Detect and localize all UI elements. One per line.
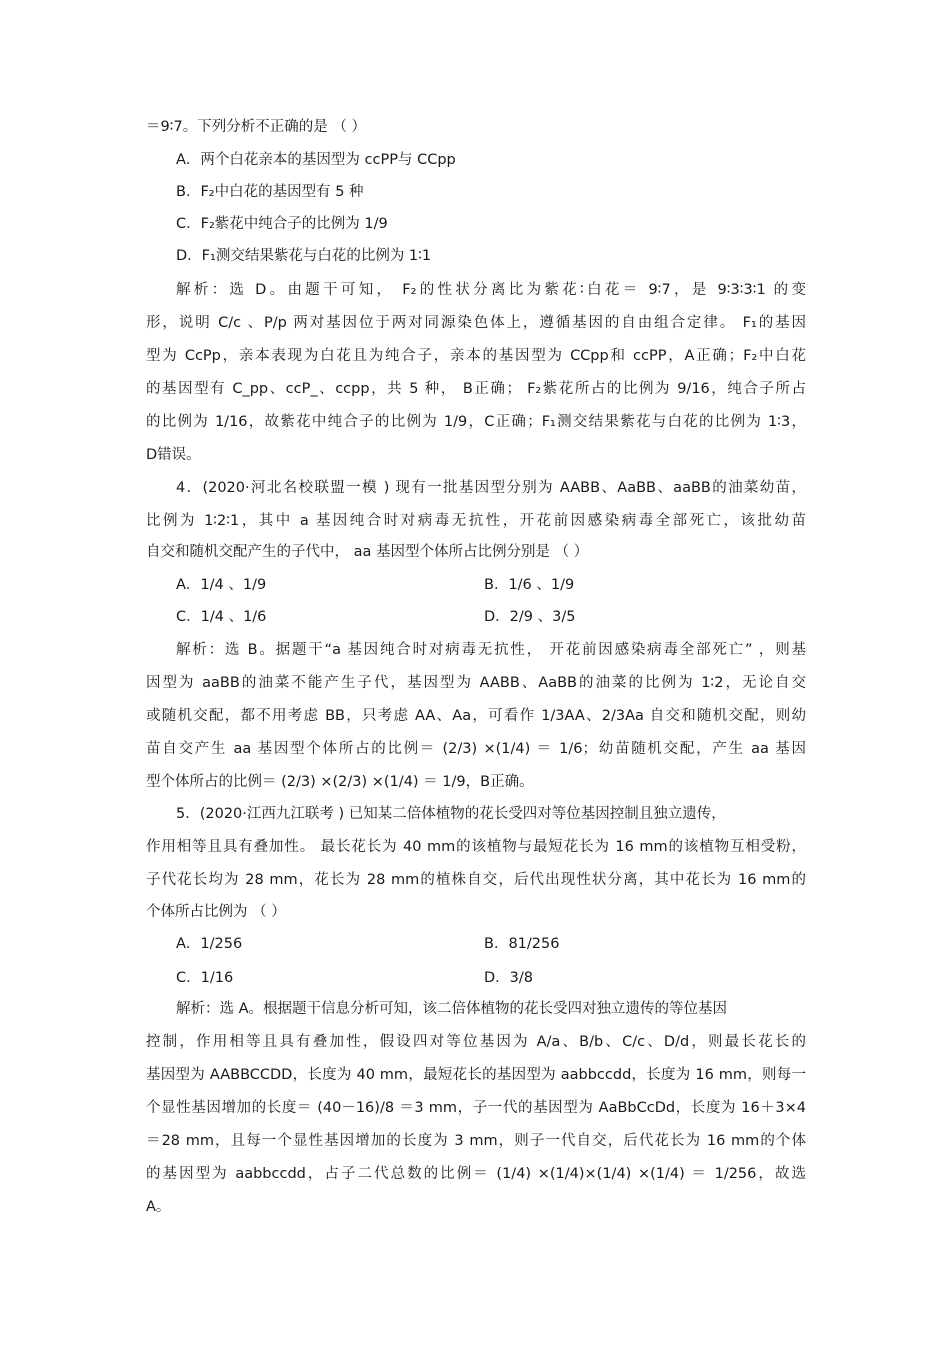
q5-analysis-line: 个显性基因增加的长度＝ (40－16)/8 ＝3 mm，子一代的基因型为 AaBbCcDd，长度为 16＋3×4: [146, 1100, 806, 1116]
q4-analysis-line: 因型为 aaBB的油菜不能产生子代，基因型为 AABB、AaBB的油菜的比例为 1∶2，无论自交: [146, 675, 806, 691]
q5-stem-line: 子代花长均为 28 mm，花长为 28 mm的植株自交，后代出现性状分离，其中花长为 16 mm的: [146, 872, 806, 888]
q4-analysis-line: 解析：选 B。据题干“a 基因纯合时对病毒无抗性， 开花前因感染病毒全部死亡” ，则基: [176, 642, 806, 658]
q5-analysis-line: ＝28 mm，且每一个显性基因增加的长度为 3 mm，则子一代自交，后代花长为 16 mm的个体: [146, 1133, 806, 1149]
q3-option-c: C．F₂紫花中纯合子的比例为 1/9: [176, 216, 388, 232]
q5-analysis-line: 基因型为 AABBCCDD，长度为 40 mm，最短花长的基因型为 aabbccdd，长度为 16 mm，则每一: [146, 1067, 806, 1083]
q4-analysis-line: 型个体所占的比例＝ (2/3) ×(2/3) ×(1/4) ＝ 1/9，B正确。: [146, 774, 534, 790]
q4-stem-line: 比例为 1∶2∶1，其中 a 基因纯合时对病毒无抗性，开花前因感染病毒全部死亡，该批幼苗: [146, 513, 806, 529]
q5-analysis-line: 控制，作用相等且具有叠加性，假设四对等位基因为 A/a、B/b、C/c、D/d，则最长花长的: [146, 1034, 806, 1050]
q3-analysis-line: 型为 CcPp，亲本表现为白花且为纯合子，亲本的基因型为 CCpp和 ccPP，A正确；F₂中白花: [146, 348, 806, 364]
q3-stem-end: ＝9∶7。下列分析不正确的是 （ ）: [146, 119, 366, 135]
q4-stem-line: 4．(2020·河北名校联盟一模 ) 现有一批基因型分别为 AABB、AaBB、aaBB的油菜幼苗，: [176, 480, 806, 496]
q5-option-a: A．1/256: [176, 936, 243, 952]
q3-analysis-line: 形，说明 C/c 、P/p 两对基因位于两对同源染色体上，遵循基因的自由组合定律。 F₁的基因: [146, 315, 806, 331]
q5-analysis-line: 解析：选 A。根据题干信息分析可知，该二倍体植物的花长受四对独立遗传的等位基因: [176, 1001, 728, 1017]
q3-analysis-line: 解析：选 D。由题干可知， F₂的性状分离比为紫花∶白花＝ 9∶7，是 9∶3∶3∶1 的变: [176, 282, 806, 298]
q5-option-b: B．81/256: [484, 936, 560, 952]
q5-stem-line: 个体所占比例为 （ ）: [146, 904, 286, 920]
q3-option-b: B．F₂中白花的基因型有 5 种: [176, 184, 364, 200]
q3-option-a: A．两个白花亲本的基因型为 ccPP与 CCpp: [176, 152, 456, 168]
q3-analysis-line: 的比例为 1/16，故紫花中纯合子的比例为 1/9，C正确；F₁测交结果紫花与白花的比例为 1∶3，: [146, 414, 806, 430]
q3-analysis-line: 的基因型有 C_pp、ccP_、ccpp，共 5 种， B正确； F₂紫花所占的比例为 9/16，纯合子所占: [146, 381, 806, 397]
q3-analysis-line: D错误。: [146, 447, 201, 463]
q4-analysis-line: 或随机交配，都不用考虑 BB，只考虑 AA、Aa，可看作 1/3AA、2/3Aa 自交和随机交配，则幼: [146, 708, 806, 724]
q4-stem-line: 自交和随机交配产生的子代中， aa 基因型个体所占比例分别是 （ ）: [146, 544, 589, 560]
q5-option-c: C．1/16: [176, 970, 234, 986]
q5-analysis-line: A。: [146, 1199, 171, 1215]
q4-option-a: A．1/4 、1/9: [176, 577, 267, 593]
q5-stem-line: 5．(2020·江西九江联考 ) 已知某二倍体植物的花长受四对等位基因控制且独立遗传，: [176, 806, 726, 822]
q4-analysis-line: 苗自交产生 aa 基因型个体所占的比例＝ (2/3) ×(1/4) ＝ 1/6；幼苗随机交配，产生 aa 基因: [146, 741, 806, 757]
q4-option-b: B．1/6 、1/9: [484, 577, 575, 593]
q5-option-d: D．3/8: [484, 970, 534, 986]
q4-option-c: C．1/4 、1/6: [176, 609, 267, 625]
q5-stem-line: 作用相等且具有叠加性。 最长花长为 40 mm的该植物与最短花长为 16 mm的该植物互相受粉，: [146, 839, 806, 855]
q3-option-d: D．F₁测交结果紫花与白花的比例为 1∶1: [176, 248, 432, 264]
q4-option-d: D．2/9 、3/5: [484, 609, 576, 625]
q5-analysis-line: 的基因型为 aabbccdd，占子二代总数的比例＝ (1/4) ×(1/4)×(1/4) ×(1/4) ＝ 1/256，故选: [146, 1166, 806, 1182]
